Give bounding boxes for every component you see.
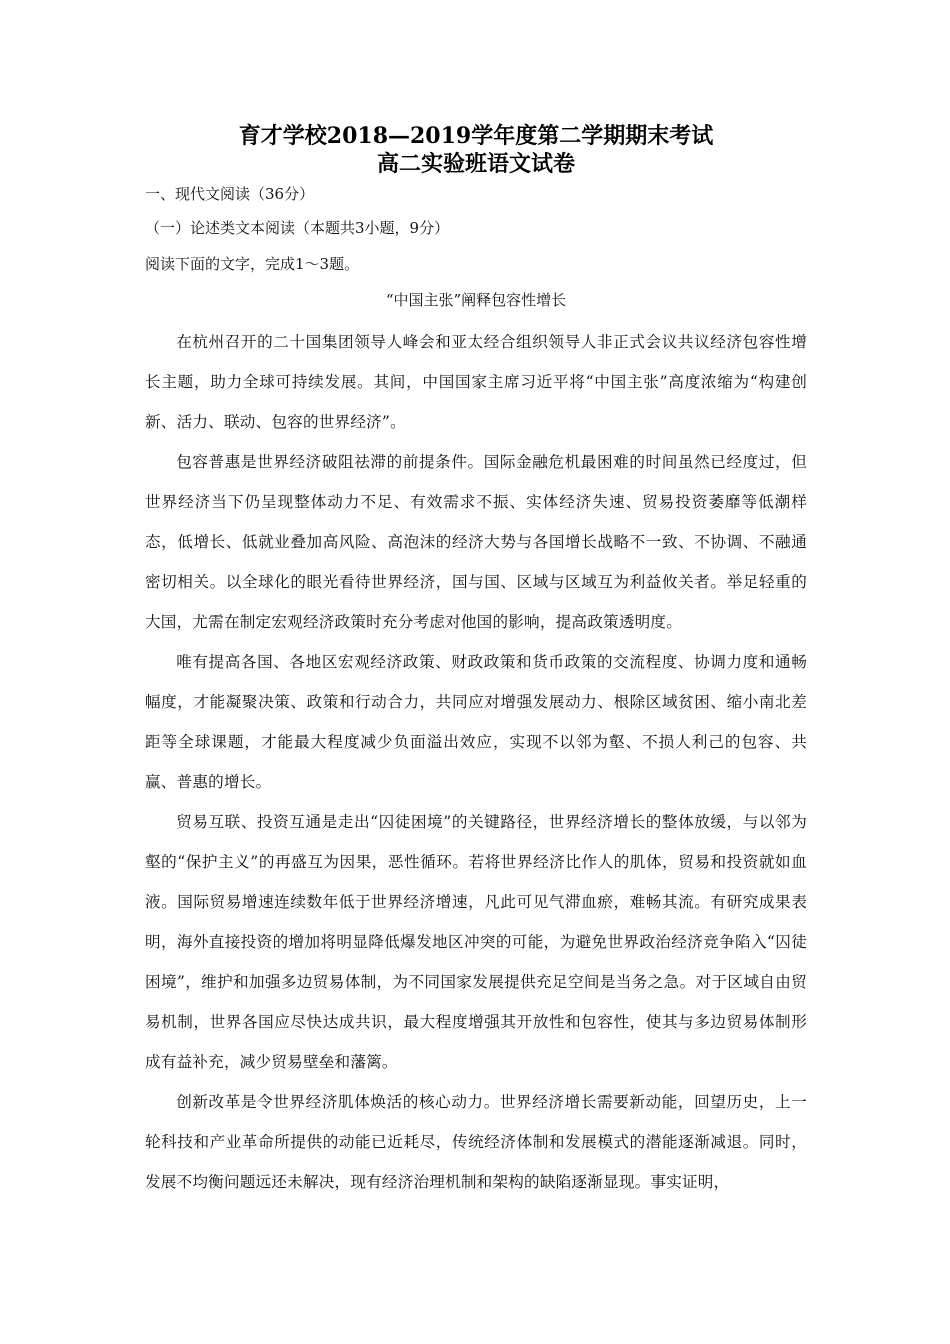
reading-instruction: 阅读下面的文字，完成1～3题。: [145, 255, 360, 273]
subsection-heading: （一）论述类文本阅读（本题共3小题，9分）: [145, 219, 450, 237]
exam-title-line-2: 高二实验班语文试卷: [376, 151, 575, 177]
exam-page: [145, 122, 807, 1202]
article-title: “中国主张”阐释包容性增长: [385, 291, 567, 309]
article-paragraph-1: 在杭州召开的二十国集团领导人峰会和亚太经合组织领导人非正式会议共议经济包容性增长主题，助力全球可持续发展。其间，中国国家主席习近平将“中国主张”高度浓缩为“构建创新、活力、联动、包容的世界经济”。: [145, 333, 807, 431]
exam-title: [145, 122, 807, 178]
article-paragraph-2: 包容普惠是世界经济破阻祛滞的前提条件。国际金融危机最困难的时间虽然已经度过，但世界经济当下仍呈现整体动力不足、有效需求不振、实体经济失速、贸易投资萎靡等低潮样态，低增长、低就业叠加高风险、高泡沫的经济大势与各国增长战略不一致、不协调、不融通密切相关。以全球化的眼光看待世界经济，国与国、区域与区域互为利益攸关者。举足轻重的大国，尤需在制定宏观经济政策时充分考虑对他国的影响，提高政策透明度。: [145, 453, 807, 631]
exam-title-line-1: 育才学校2018—2019学年度第二学期期末考试: [238, 123, 714, 149]
section-heading: 一、现代文阅读（36分）: [145, 185, 315, 203]
article-paragraph-5: 创新改革是令世界经济肌体焕活的核心动力。世界经济增长需要新动能，回望历史，上一轮科技和产业革命所提供的动能已近耗尽，传统经济体制和发展模式的潜能逐渐减退。同时，发展不均衡问题远还未解决，现有经济治理机制和架构的缺陷逐渐显现。事实证明，: [145, 1093, 807, 1191]
article-body: [145, 322, 807, 1202]
article-paragraph-3: 唯有提高各国、各地区宏观经济政策、财政政策和货币政策的交流程度、协调力度和通畅幅度，才能凝聚决策、政策和行动合力，共同应对增强发展动力、根除区域贫困、缩小南北差距等全球课题，才能最大程度减少负面溢出效应，实现不以邻为壑、不损人利己的包容、共赢、普惠的增长。: [145, 653, 807, 791]
article-paragraph-4: 贸易互联、投资互通是走出“囚徒困境”的关键路径，世界经济增长的整体放缓，与以邻为壑的“保护主义”的再盛互为因果，恶性循环。若将世界经济比作人的肌体，贸易和投资就如血液。国际贸易增速连续数年低于世界经济增速，凡此可见气滞血瘀，难畅其流。有研究成果表明，海外直接投资的增加将明显降低爆发地区冲突的可能，为避免世界政治经济竞争陷入“囚徒困境”，维护和加强多边贸易体制，为不同国家发展提供充足空间是当务之急。对于区域自由贸易机制，世界各国应尽快达成共识，最大程度增强其开放性和包容性，使其与多边贸易体制形成有益补充，减少贸易壁垒和藩篱。: [145, 813, 807, 1071]
